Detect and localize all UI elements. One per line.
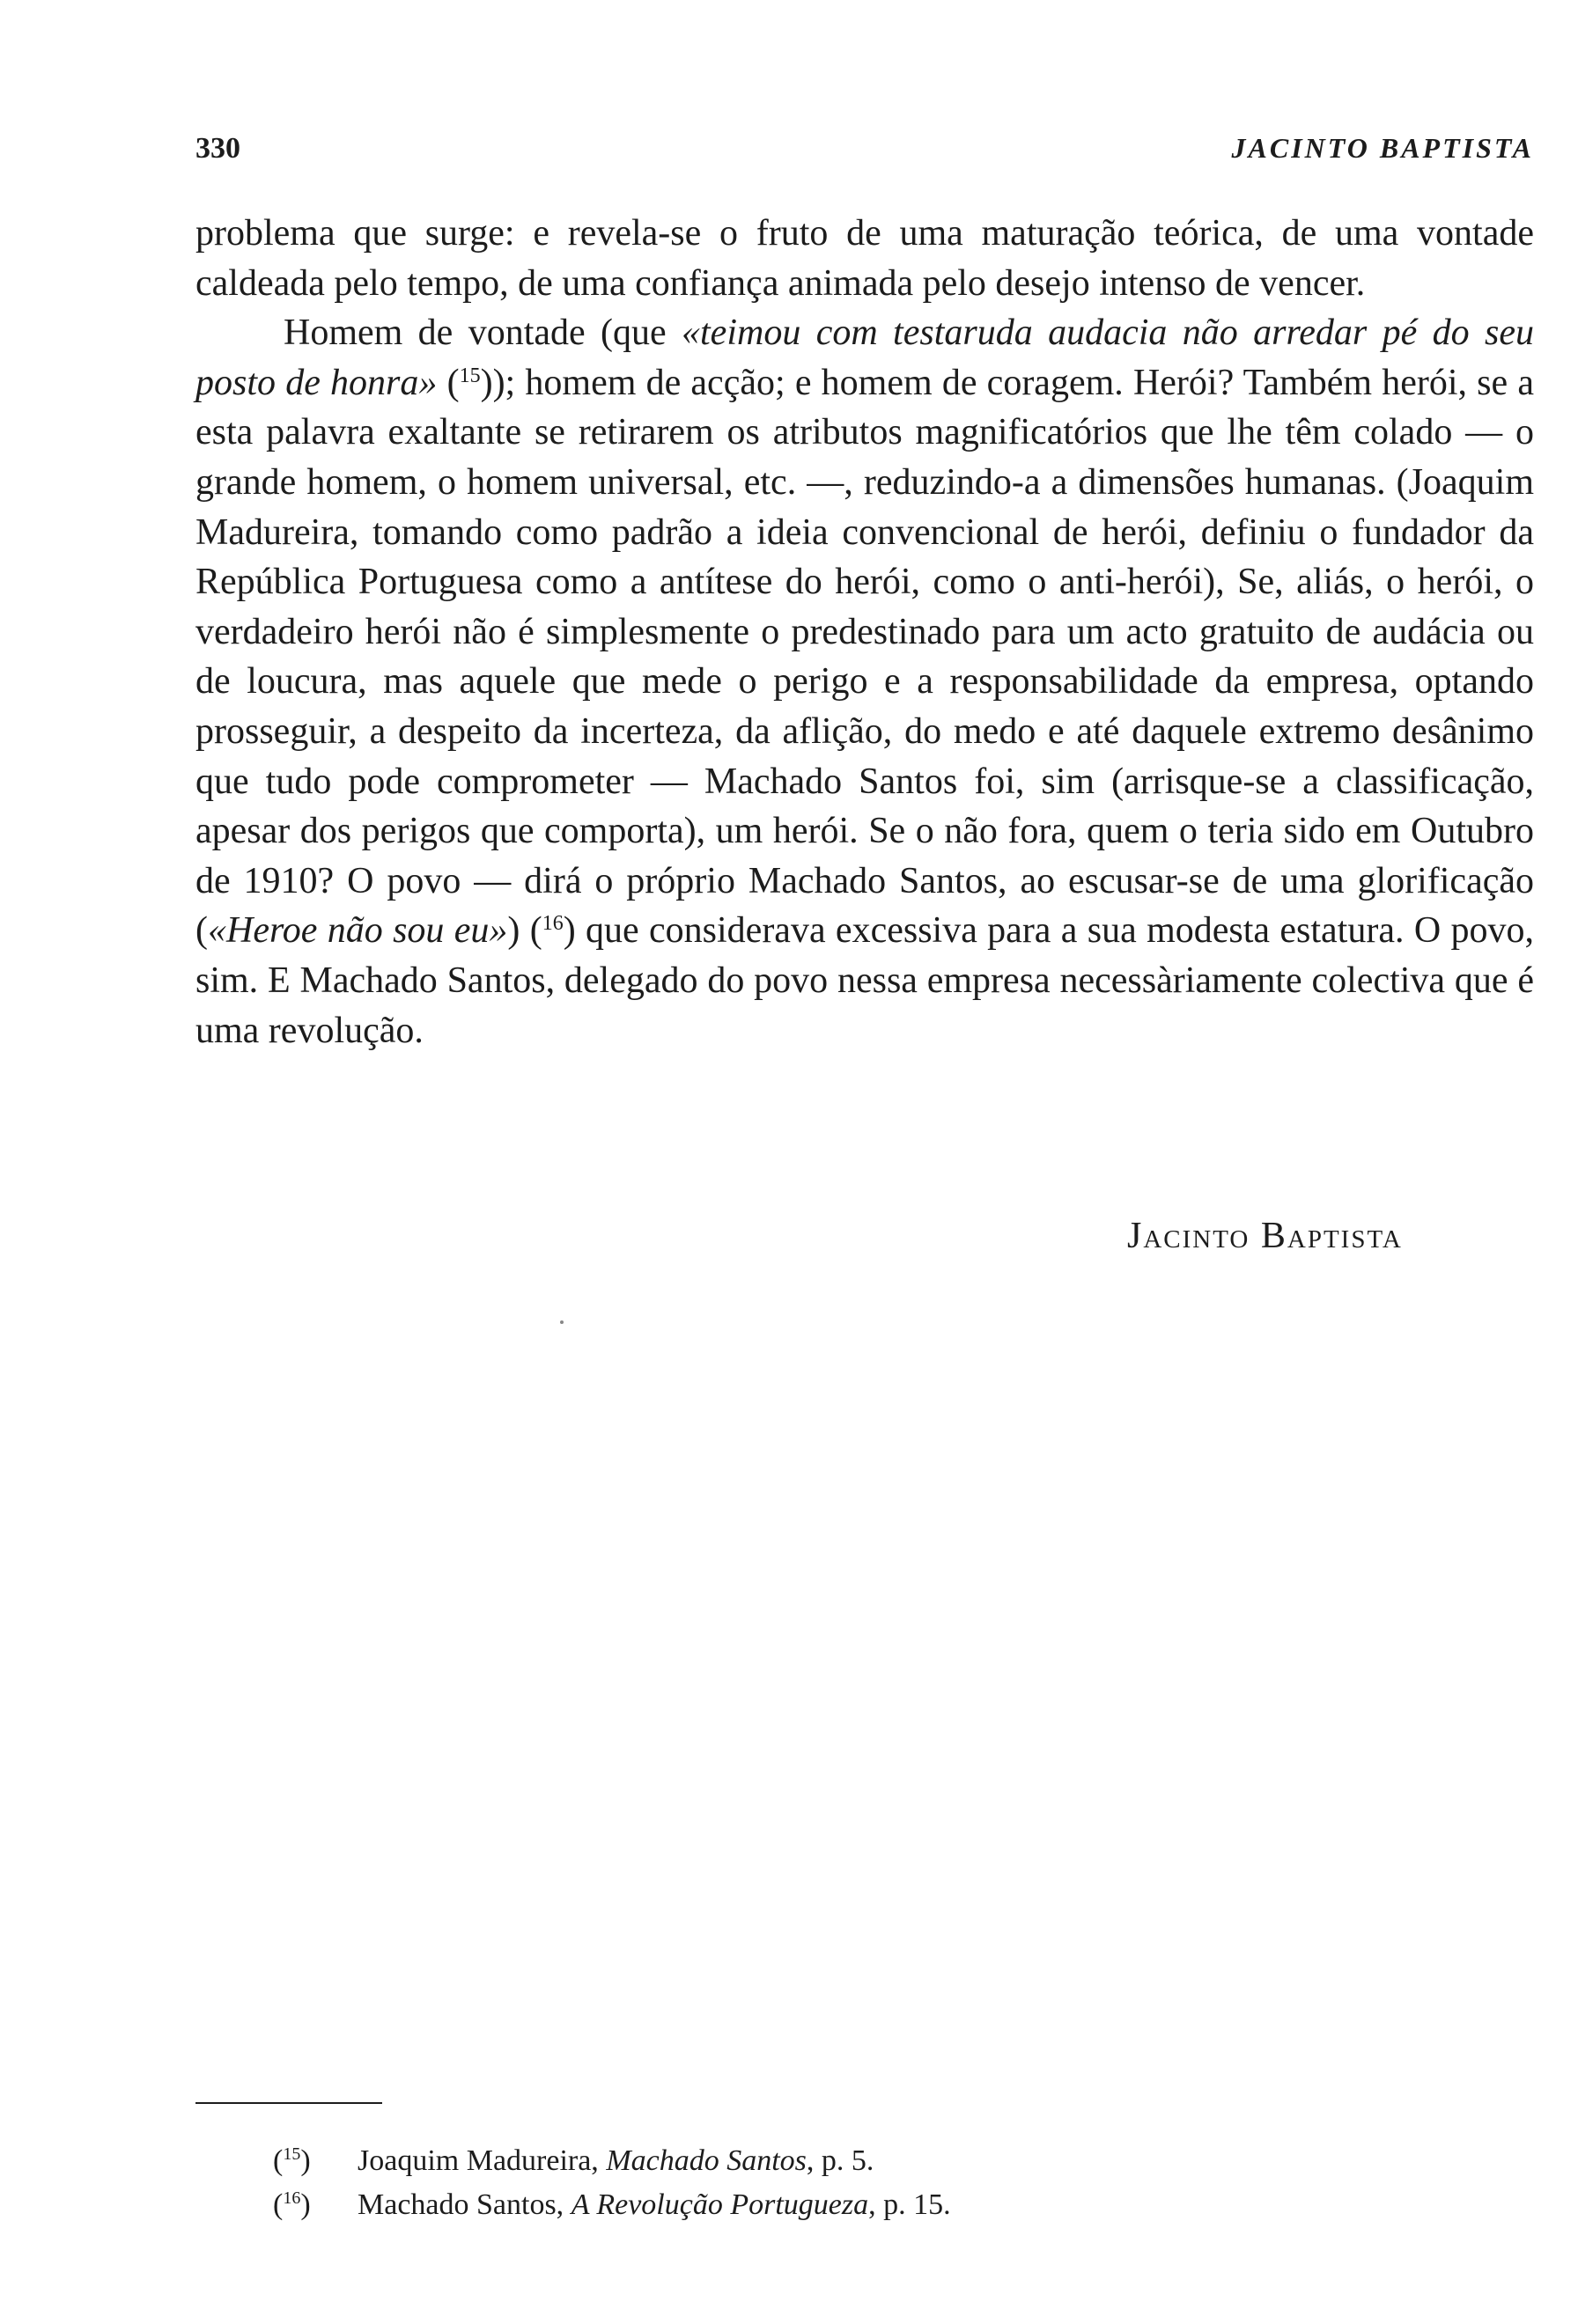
- footnote-page: , p. 15.: [868, 2188, 951, 2221]
- paragraph-2-text-c: )); homem de acção; e homem de coragem. Herói? Também herói, se a esta palavra exaltante se retirarem os atributos magnificatórios que lhe têm colado — o grande homem, o homem universal, etc. —, reduzindo-a a dimensões humanas. (Joaquim Madureira, tomando como padrão a ideia convencional de herói, definiu o fundador da República Portuguesa como a antítese do herói, como o anti-herói), Se, aliás, o herói, o verdadeiro herói não é simplesmente o predestinado para um acto gratuito de audácia ou de loucura, mas aquele que mede o perigo e a responsabilidade da empresa, optando prosseguir, a despeito da incerteza, da aflição, do medo e até daquele extremo desânimo que tudo pode comprometer — Machado Santos foi, sim (arrisque-se a classificação, apesar dos perigos que comporta), um herói. Se o não fora, quem o teria sido em Outubro de 1910? O povo — dirá o próprio Machado Santos, ao escusar-se de uma glorificação (: [195, 362, 1534, 952]
- footnote-ref-15: 15: [459, 364, 481, 387]
- footnote-author: Joaquim Madureira,: [358, 2144, 607, 2177]
- footnote-title: A Revolução Portugueza: [571, 2188, 869, 2221]
- paragraph-2-text-a: Homem de vontade (que: [284, 313, 682, 354]
- paragraph-2: [195, 308, 1534, 1055]
- footnote-number: ($^{16}$): [273, 2188, 311, 2221]
- paragraph-2-text-b: (: [437, 362, 460, 403]
- footnote-author: Machado Santos,: [358, 2188, 571, 2221]
- quote-teimou: «teimou com testaruda audacia não arredar pé do seu posto de honra»: [195, 313, 1534, 403]
- footnote-divider: [195, 2102, 382, 2104]
- footnote-title: Machado Santos: [606, 2144, 807, 2177]
- footnote-15: [273, 2139, 1506, 2183]
- footnote-ref-16: 16: [542, 912, 564, 936]
- page-number: 330: [195, 132, 240, 165]
- running-head: JACINTO BAPTISTA: [1231, 132, 1534, 164]
- footnote-16: [273, 2183, 1506, 2227]
- paragraph-2-text-e: ) que considerava excessiva para a sua modesta estatura. O povo, sim. E Machado Santos, delegado do povo nessa empresa necessàriamente colectiva que é uma revolução.: [195, 910, 1534, 1051]
- footnote-number: ($^{15}$): [273, 2144, 311, 2177]
- footnote-page: , p. 5.: [806, 2144, 874, 2177]
- scan-speck: [560, 1320, 564, 1324]
- quote-heroe: «Heroe não sou eu»: [208, 910, 508, 952]
- body-text: [195, 209, 1534, 1055]
- footnotes: [273, 2139, 1506, 2227]
- paragraph-2-text-d: ) (: [507, 910, 542, 952]
- page-header: [195, 132, 1534, 174]
- author-signature: Jacinto Baptista: [1127, 1216, 1403, 1256]
- paragraph-1: problema que surge: e revela-se o fruto de uma maturação teórica, de uma vontade caldeada pelo tempo, de uma confiança animada pelo desejo intenso de vencer.: [195, 213, 1534, 304]
